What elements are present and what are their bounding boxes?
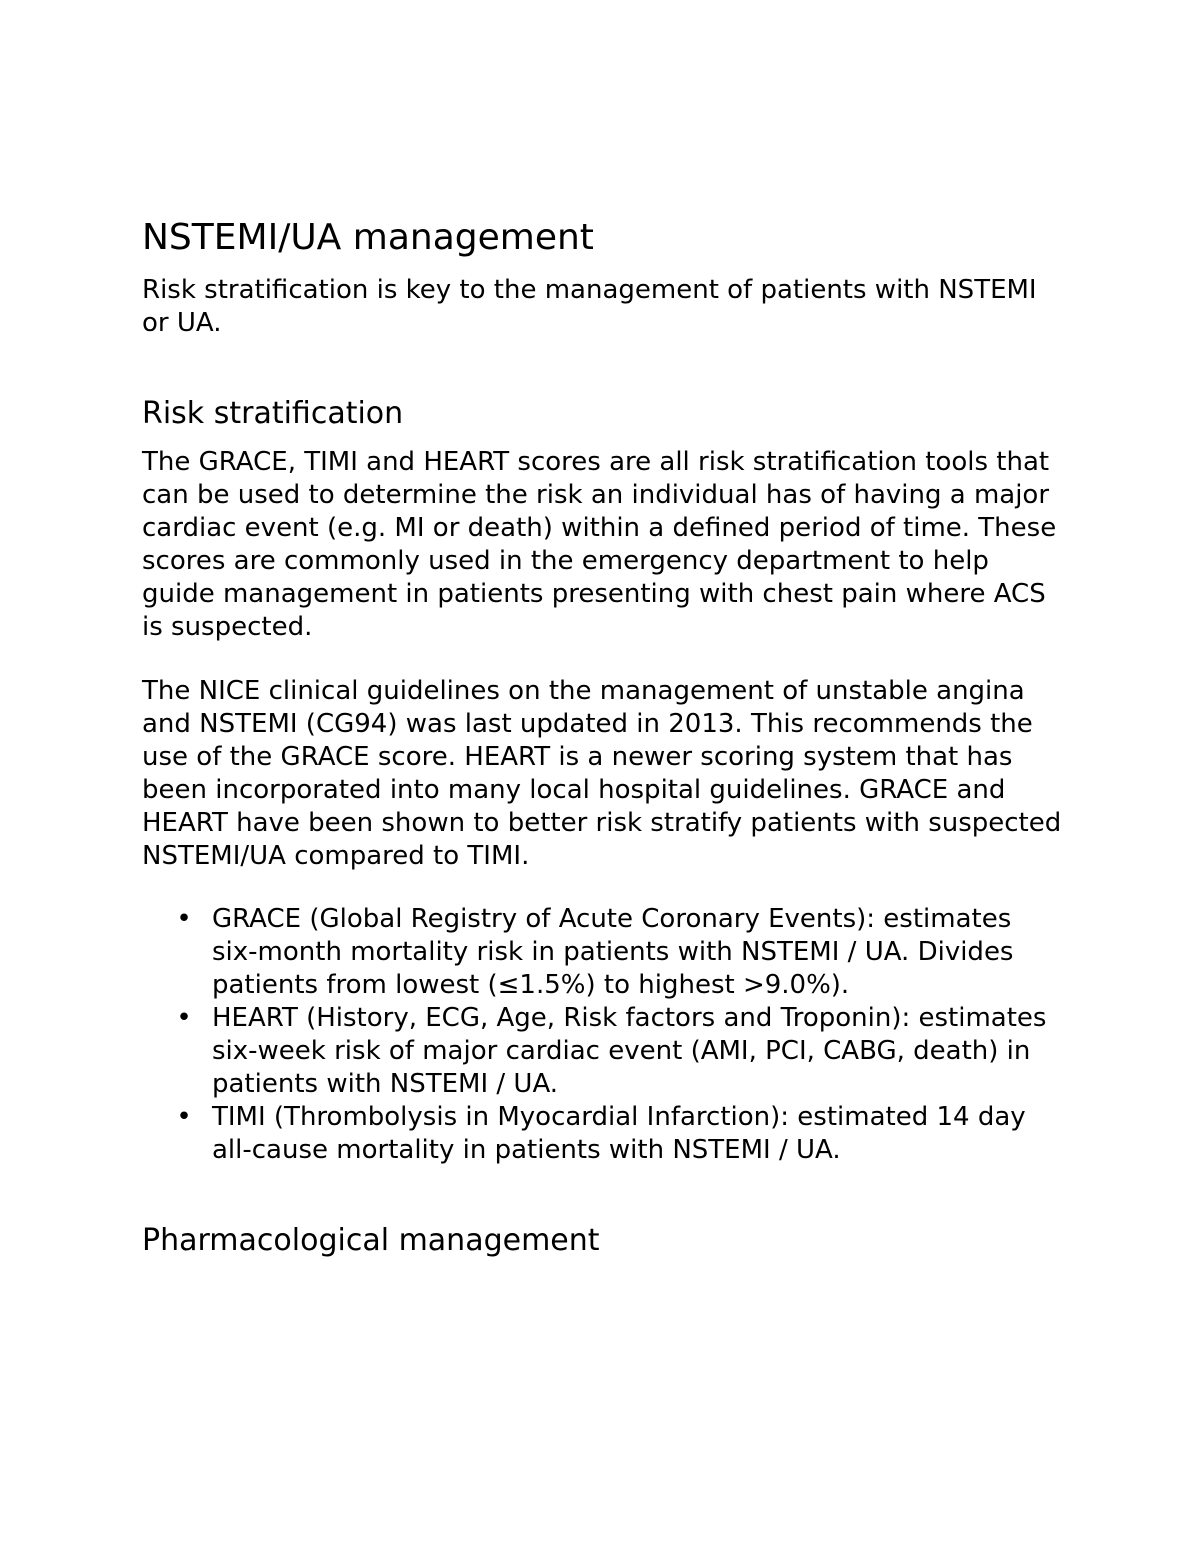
list-item-text: TIMI (Thrombolysis in Myocardial Infarction): estimated 14 day all-cause mortality in patients with NSTEMI / UA.: [212, 1102, 1026, 1165]
intro-paragraph: Risk stratification is key to the management of patients with NSTEMI or UA.: [142, 275, 1037, 338]
bullet-icon: •: [176, 904, 192, 934]
page-title: NSTEMI/UA management: [142, 217, 594, 258]
list-item-grace: [176, 903, 1062, 1002]
section-heading-risk-stratification: Risk stratification: [142, 396, 404, 431]
document-body: [142, 214, 1062, 1273]
section-heading-pharmacological-management: Pharmacological management: [142, 1223, 600, 1258]
risk-paragraph-scores: The GRACE, TIMI and HEART scores are all risk stratification tools that can be used to determine the risk an individual has of having a major cardiac event (e.g. MI or death) within a defined period of time. These scores are commonly used in the emergency department to help guide management in patients presenting with chest pain where ACS is suspected.: [142, 447, 1057, 642]
bullet-icon: •: [176, 1102, 192, 1132]
list-item-heart: [176, 1002, 1062, 1101]
list-item-timi: [176, 1101, 1062, 1167]
risk-paragraph-nice: The NICE clinical guidelines on the management of unstable angina and NSTEMI (CG94) was last updated in 2013. This recommends the use of the GRACE score. HEART is a newer scoring system that has been incorporated into many local hospital guidelines. GRACE and HEART have been shown to better risk stratify patients with suspected NSTEMI/UA compared to TIMI.: [142, 676, 1062, 871]
list-item-text: HEART (History, ECG, Age, Risk factors and Troponin): estimates six-week risk of major cardiac event (AMI, PCI, CABG, death) in patients with NSTEMI / UA.: [212, 1003, 1047, 1099]
bullet-icon: •: [176, 1003, 192, 1033]
list-item-text: GRACE (Global Registry of Acute Coronary Events): estimates six-month mortality risk in patients with NSTEMI / UA. Divides patients from lowest (≤1.5%) to highest >9.0%).: [212, 904, 1014, 1000]
risk-score-list: [142, 903, 1062, 1167]
